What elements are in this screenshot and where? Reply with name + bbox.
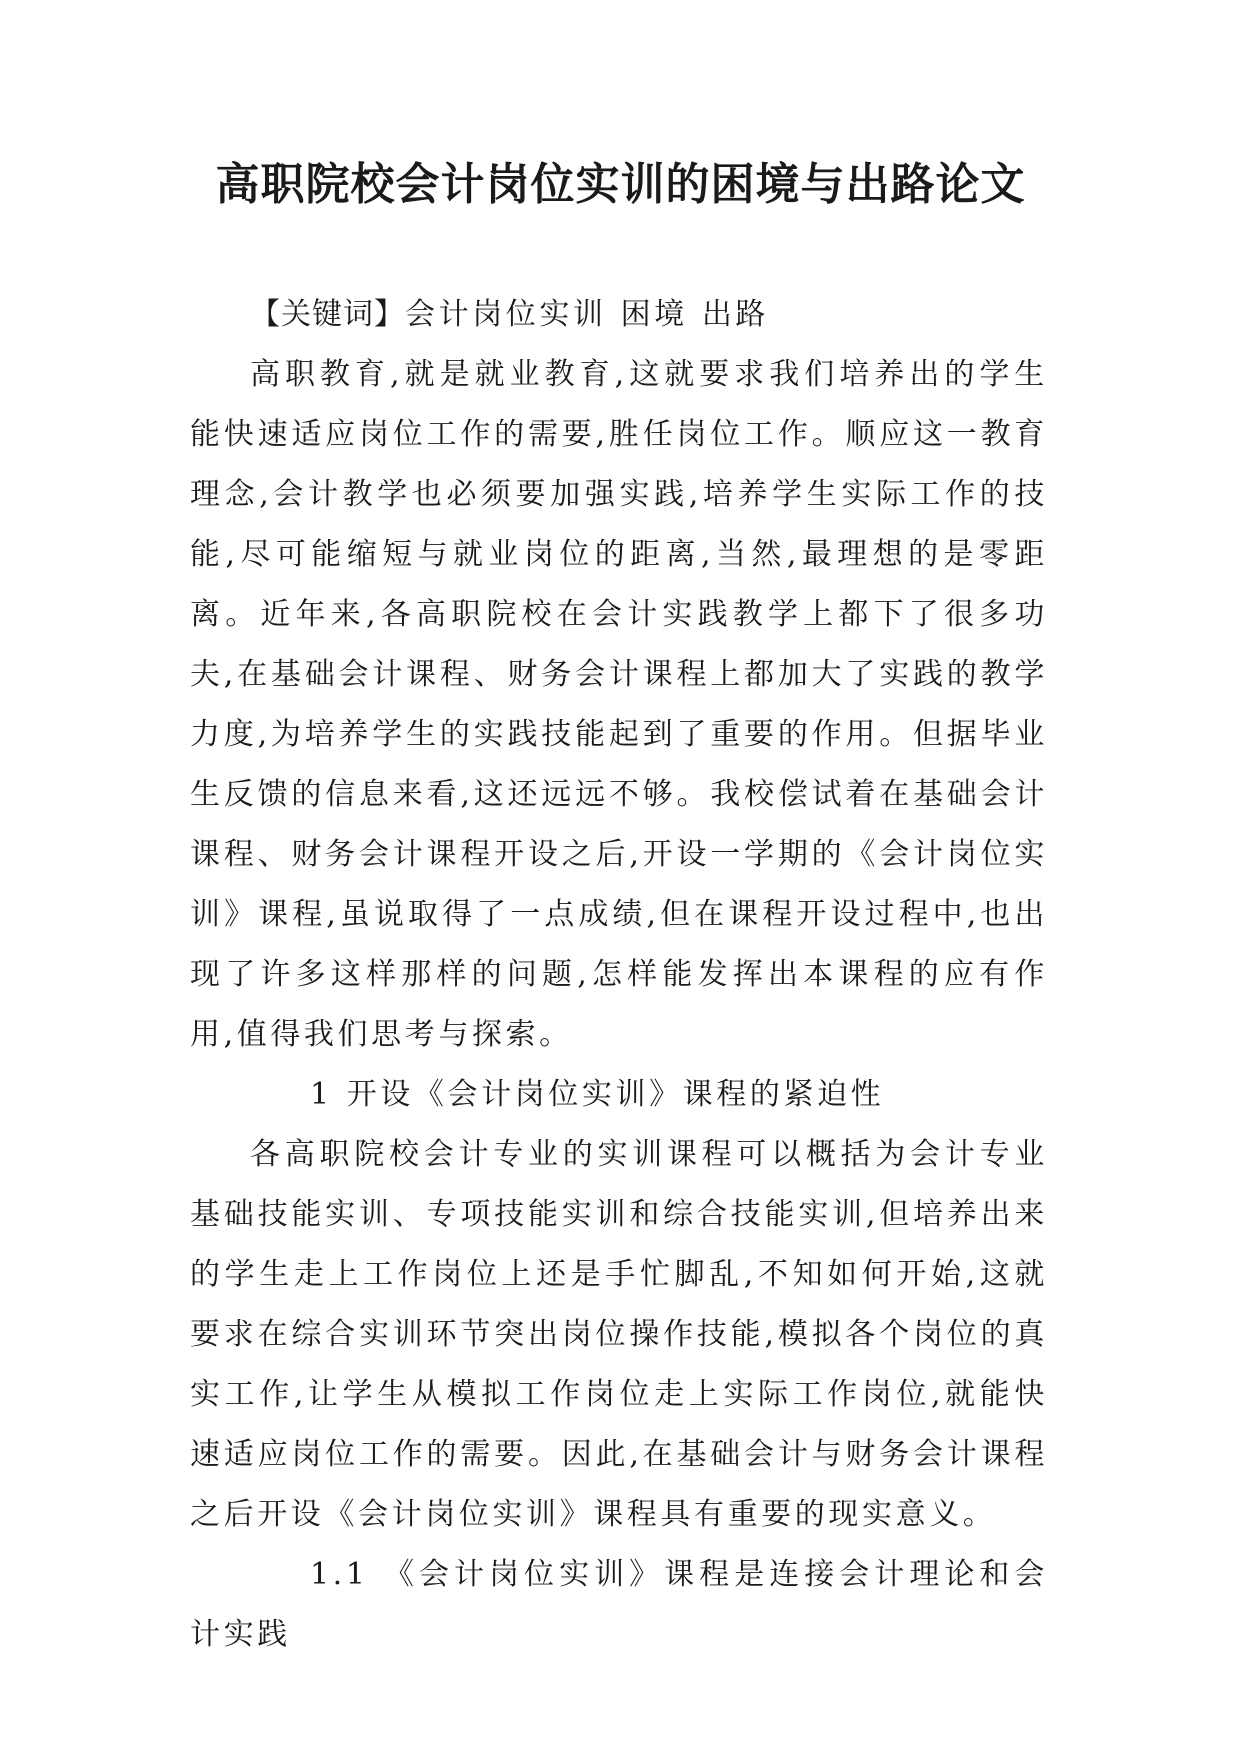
- keyword-item: 出路: [701, 297, 770, 332]
- keywords-label: 【关键词】: [250, 297, 405, 332]
- keyword-item: 会计岗位实训: [405, 297, 607, 332]
- section-paragraph: 各高职院校会计专业的实训课程可以概括为会计专业基础技能实训、专项技能实训和综合技能实训,但培养出来的学生走上工作岗位上还是手忙脚乱,不知如何开始,这就要求在综合实训环节突出岗位操作技能,模拟各个岗位的真实工作,让学生从模拟工作岗位走上实际工作岗位,就能快速适应岗位工作的需要。因此,在基础会计与财务会计课程之后开设《会计岗位实训》课程具有重要的现实意义。: [190, 1137, 1048, 1532]
- subsection-number: 1.1: [310, 1557, 369, 1592]
- subsection-heading: [190, 1545, 1048, 1665]
- subsection-title: 《会计岗位实训》课程是连接会计理论和会计实践: [190, 1557, 1048, 1652]
- section-title: 开设《会计岗位实训》课程的紧迫性: [346, 1077, 885, 1112]
- keyword-item: 困境: [620, 297, 688, 332]
- intro-paragraph: 高职教育,就是就业教育,这就要求我们培养出的学生能快速适应岗位工作的需要,胜任岗位工作。顺应这一教育理念,会计教学也必须要加强实践,培养学生实际工作的技能,尽可能缩短与就业岗位的距离,当然,最理想的是零距离。近年来,各高职院校在会计实践教学上都下了很多功夫,在基础会计课程、财务会计课程上都加大了实践的教学力度,为培养学生的实践技能起到了重要的作用。但据毕业生反馈的信息来看,这还远远不够。我校偿试着在基础会计课程、财务会计课程开设之后,开设一学期的《会计岗位实训》课程,虽说取得了一点成绩,但在课程开设过程中,也出现了许多这样那样的问题,怎样能发挥出本课程的应有作用,值得我们思考与探索。: [190, 357, 1048, 1052]
- document-title: 高职院校会计岗位实训的困境与出路论文: [215, 159, 1026, 210]
- document-body: [190, 285, 1048, 1665]
- section-number: 1: [310, 1077, 333, 1112]
- keywords-line: [190, 285, 1048, 345]
- section-heading: [190, 1065, 1048, 1125]
